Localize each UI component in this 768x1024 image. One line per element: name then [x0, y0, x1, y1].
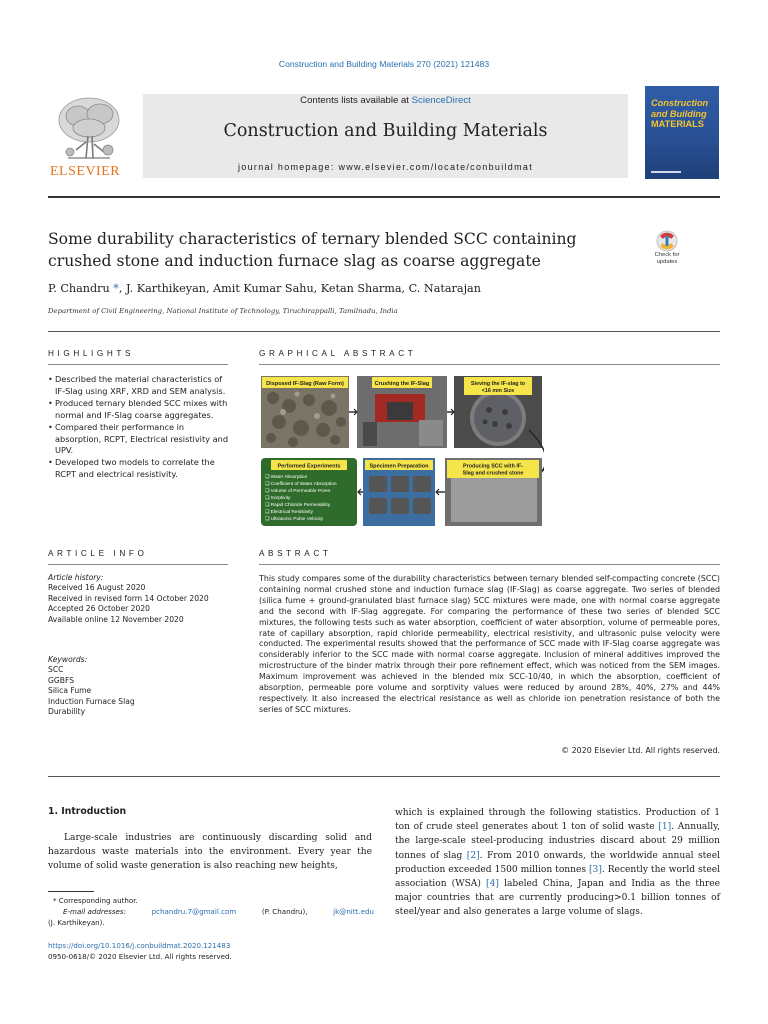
authors-rest: , J. Karthikeyan, Amit Kumar Sahu, Ketan Sharma, C. Natarajan [118, 282, 481, 295]
crossmark-icon [648, 230, 686, 252]
experiment-item: ❑ Ultrasonic Pulse Velocity [265, 517, 324, 522]
ga-box6-label-2: Slag and crushed stone [462, 470, 524, 477]
corresponding-label: * Corresponding author. [53, 896, 138, 905]
online-date: Available online 12 November 2020 [48, 614, 184, 624]
ga-box2-label: Crushing the IF-Slag [374, 381, 430, 387]
reference-link[interactable]: [2] [466, 850, 480, 861]
abstract-text: This study compares some of the durability characteristics between ternary blended self-compacting concrete (SCC) containing normal crushed stone and induction furnace slag (IF-Slag) as coarse aggregate. Two series of blended (silica fume + ground-granulated blast furnace slag) SCC mixtures were made, one with normal coarse aggregate and the second with IF-Slag aggregate. For comparing the performance of these two series of blended SCC mixtures, the following tests such as water absorption, coefficient of water absorption, volume of permeable pores, rate of capillary absorption, rapid chloride permeability, electrical resistivity, and ultrasonic pulse velocity were conducted. The experimental results showed that the performance of SCC made with IF-Slag coarse aggregate was considerably inferior to the SCC made with normal coarse aggregate. Inclusion of mineral additives improved the microstructure of the binder matrix through their pore refinement effect, which was noticed from the SEM images. Maximum improvement was achieved in the blended mix SCC-10/40, in which the absorption, coefficient of absorption, permeable pore volume and sorptivity values were reduced by around 28%, 40%, 27% and 44% respectively. It also increased the electrical resistance as well as chloride ion penetration resistance of both the series of SCC mixtures. [259, 574, 720, 714]
email-link-chandru[interactable]: pchandru.7@gmail.com [151, 906, 237, 916]
introduction-paragraph-left: Large-scale industries are continuously discarding solid and hazardous waste materials into the environment. Every year the volume of solid waste generation is also reaching new heights, [48, 833, 372, 872]
experiments-title: Performed Experiments [277, 463, 341, 470]
header-divider [48, 196, 720, 198]
reference-link[interactable]: [3] [589, 864, 602, 875]
keyword: Silica Fume [48, 686, 92, 696]
email-line [48, 907, 374, 918]
cover-line-3: MATERIALS [651, 119, 704, 129]
ga-box3-label: Sieving the IF-slag to [470, 381, 526, 387]
graphical-abstract-rule [259, 364, 720, 365]
journal-homepage[interactable]: journal homepage: www.elsevier.com/locate/conbuildmat [237, 162, 534, 172]
contents-line [143, 95, 628, 106]
highlight-item: • Developed two models to correlate the RCPT and electrical resistivity. [48, 457, 228, 481]
intro-text: . Annually, the large-scale steel-producing industries discard about 29 million tonnes of slag [395, 822, 720, 861]
keyword: Durability [48, 707, 86, 717]
doi-block [48, 941, 232, 962]
journal-cover-image[interactable] [645, 86, 719, 179]
author-list [48, 282, 481, 295]
article-info-heading: ARTICLE INFO [48, 549, 148, 558]
affiliation: Department of Civil Engineering, National Institute of Technology, Tiruchirappalli, Tamilnadu, India [48, 307, 398, 315]
article-history [48, 573, 209, 625]
email-link-karthikeyan[interactable]: jk@nitt.edu [333, 906, 374, 916]
email-owner: (P. Chandru), [261, 906, 308, 916]
article-title: Some durability characteristics of ternary blended SCC containing crushed stone and induction furnace slag as coarse aggregate [48, 230, 577, 270]
contents-prefix: Contents lists available at [300, 95, 412, 106]
received-date: Received 16 August 2020 [48, 583, 146, 593]
ga-box6-label: Producing SCC with IF- [463, 463, 523, 470]
introduction-paragraph-right [395, 806, 720, 920]
abstract-copyright: © 2020 Elsevier Ltd. All rights reserved. [561, 746, 720, 755]
reference-link[interactable]: [1] [658, 822, 672, 833]
intro-text: . Recently the world steel association (WSA) [395, 864, 720, 890]
cover-line-2: and Building [651, 108, 707, 119]
keyword: GGBFS [48, 675, 75, 685]
abstract-divider [48, 776, 720, 777]
footnote-rule [48, 891, 94, 892]
article-info-rule [48, 564, 228, 565]
intro-text: which is explained through the following statistics. Production of 1 ton of crude steel generates about 1 ton of solid waste [395, 808, 720, 833]
keywords-label: Keywords: [48, 655, 88, 664]
email-owner-2: (J. Karthikeyan). [48, 917, 105, 927]
experiment-item: ❑ Electrical Resistivity [265, 510, 314, 515]
accepted-date: Accepted 26 October 2020 [48, 604, 150, 614]
highlights-heading: HIGHLIGHTS [48, 349, 135, 358]
highlights-rule [48, 364, 228, 365]
introduction-heading: 1. Introduction [48, 806, 127, 817]
authors-divider [48, 331, 720, 332]
reference-link[interactable]: [4] [486, 879, 499, 890]
author-first: P. Chandru [48, 282, 114, 295]
cover-footer-bar [651, 171, 681, 173]
highlights-list [48, 374, 228, 481]
email-label: E-mail addresses: [63, 906, 126, 916]
elsevier-wordmark: ELSEVIER [50, 164, 121, 179]
crossmark-label: Check for updates [654, 252, 680, 265]
highlight-item: • Described the material characteristics of IF-Slag using XRF, XRD and SEM analysis. [48, 374, 228, 398]
graphical-abstract-heading: GRAPHICAL ABSTRACT [259, 349, 417, 358]
sciencedirect-link[interactable]: ScienceDirect [411, 95, 471, 106]
graphical-abstract-figure[interactable] [259, 372, 544, 526]
highlight-item: • Compared their performance in absorption, RCPT, Electrical resistivity and UPV. [48, 422, 228, 458]
keyword: SCC [48, 665, 64, 675]
journal-masthead [143, 94, 628, 178]
experiment-item: ❑ Sorptivity [265, 496, 291, 501]
highlight-item: • Produced ternary blended SCC mixes with normal and IF-Slag coarse aggregates. [48, 398, 228, 422]
intro-text: labeled China, Japan and India as the three major countries that are currently producing>0.1 billion tonnes of steel/year and also generates a large volume of slags. [395, 879, 720, 918]
keywords-block [48, 655, 135, 717]
ga-box5-label: Specimen Preparation [369, 463, 429, 470]
cover-title [651, 98, 708, 130]
keyword: Induction Furnace Slag [48, 696, 135, 706]
cover-line-1: Construction [651, 98, 709, 108]
journal-reference[interactable]: Construction and Building Materials 270 (2021) 121483 [278, 59, 490, 69]
issn-line: 0950-0618/© 2020 Elsevier Ltd. All rights reserved. [48, 951, 232, 961]
abstract-rule [259, 564, 720, 565]
intro-text: . From 2010 onwards, the worldwide annual steel production exceeded 1500 million tonnes [395, 850, 720, 875]
experiment-item: ❑ Coefficient of Water Absorption [265, 482, 337, 487]
check-for-updates-button[interactable] [648, 230, 686, 266]
ga-box1-label: Disposed IF-Slag (Raw Form) [266, 381, 344, 387]
journal-title[interactable]: Construction and Building Materials [223, 121, 548, 141]
abstract-heading: ABSTRACT [259, 549, 332, 558]
corresponding-author-footnote [48, 896, 374, 928]
corresponding-author-mark[interactable]: * [113, 282, 119, 295]
doi-link[interactable]: https://doi.org/10.1016/j.conbuildmat.2020.121483 [48, 941, 231, 950]
revised-date: Received in revised form 14 October 2020 [48, 593, 209, 603]
experiment-item: ❑ Rapid Chloride Permeability [265, 503, 331, 508]
experiment-item: ❑ Water Absorption [265, 475, 308, 480]
ga-box3-label-2: <16 mm Size [481, 388, 515, 394]
history-label: Article history: [48, 573, 104, 582]
experiment-item: ❑ Volume of Permeable Pores [265, 489, 331, 494]
